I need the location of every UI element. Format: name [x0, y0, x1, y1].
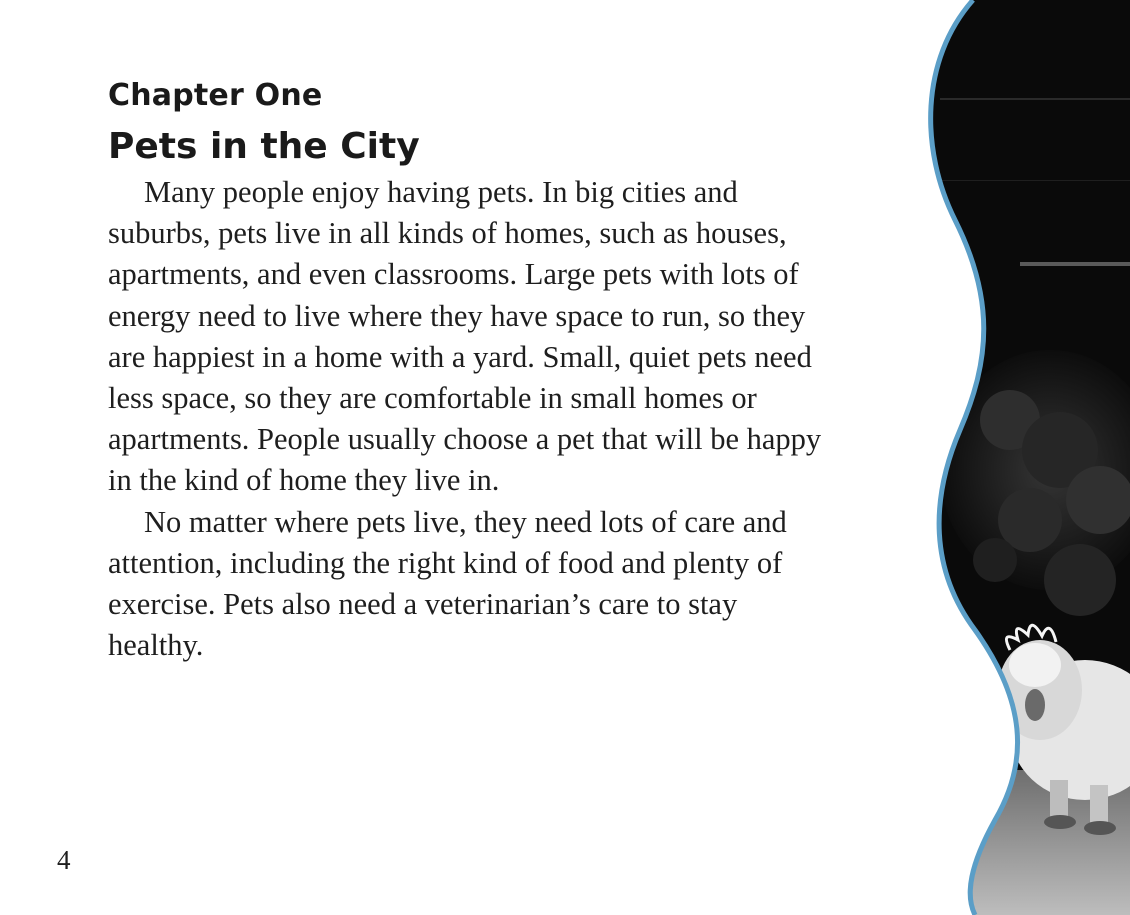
chapter-title: Pets in the City	[108, 126, 420, 167]
dog-photo	[900, 0, 1130, 915]
chapter-label: Chapter One	[108, 78, 323, 113]
body-paragraph-1: Many people enjoy having pets. In big cities and suburbs, pets live in all kinds of homes, such as houses, apartments, and even classrooms. Large pets with lots of energy need to live where they have space to run, so they are happiest in a home with a yard. Small, quiet pets need less space, so they are comfortable in small homes or apartments. People usually choose a pet that will be happy in the kind of home they live in.	[108, 175, 822, 498]
body-paragraph-2: No matter where pets live, they need lots of care and attention, including the right kind of food and plenty of exercise. Pets also need a veterinarian’s care to stay healthy.	[108, 504, 787, 663]
page-number: 4	[57, 845, 71, 875]
chapter-text-block	[108, 76, 828, 666]
